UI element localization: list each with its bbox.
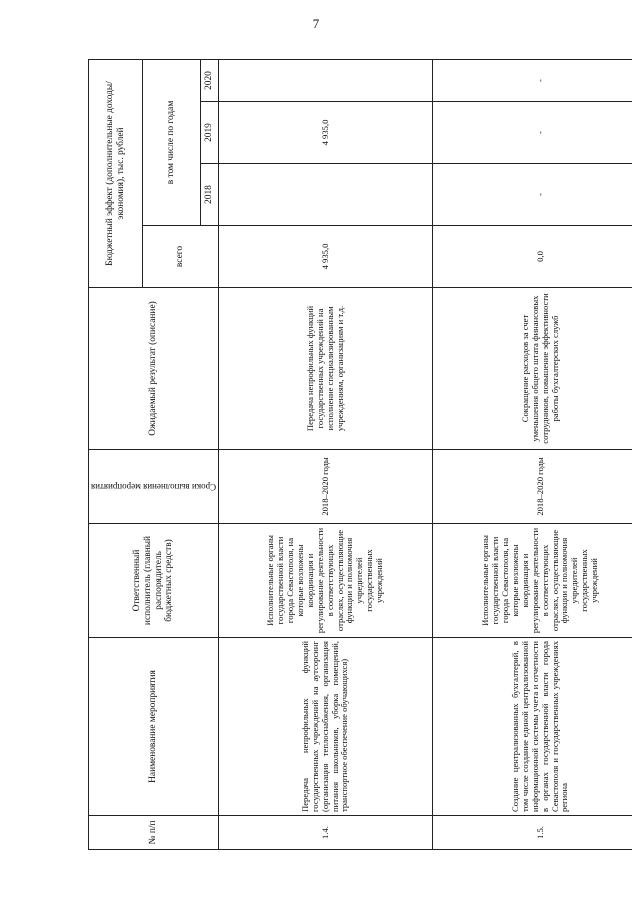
landscape-table-wrapper bbox=[88, 60, 608, 850]
row-2019: - bbox=[433, 102, 632, 164]
table-row bbox=[219, 59, 433, 849]
row-2020 bbox=[219, 59, 433, 101]
row-num: 1.5. bbox=[433, 816, 632, 850]
table-row bbox=[433, 59, 632, 849]
header-deadline bbox=[89, 450, 219, 524]
row-2018 bbox=[219, 164, 433, 226]
row-2019: 4 935,0 bbox=[219, 102, 433, 164]
header-year-2019: 2019 bbox=[201, 102, 219, 164]
row-responsible: Исполнительные органы государственной власти города Севастополя, на которые возложены координация и регулирование деятельности в соответствующих отраслях, осуществляющие функции и полномочия учредителей государственных учреждений bbox=[433, 524, 632, 638]
header-by-year: в том числе по годам bbox=[143, 59, 201, 225]
row-responsible: Исполнительные органы государственной власти города Севастополя, на которые возложены координация и регулирование деятельности в соответствующих отраслях, осуществляющие функции и полномочия учредителей государственных учреждений bbox=[219, 524, 433, 638]
row-result: Сокращение расходов за счет уменьшения общего штата финансовых сотрудников, повышение эффективности работы бухгалтерских служб bbox=[433, 288, 632, 450]
measures-table bbox=[88, 59, 632, 850]
header-responsible: Ответственный исполнитель (главный распорядитель бюджетных средств) bbox=[89, 524, 219, 638]
row-num: 1.4. bbox=[219, 816, 433, 850]
row-2018: - bbox=[433, 164, 632, 226]
header-total: всего bbox=[143, 226, 219, 288]
header-result: Ожидаемый результат (описание) bbox=[89, 288, 219, 450]
row-result: Передача непрофильных функций государственных учреждений на исполнение специализированным учреждениям, организациям и т.д. bbox=[219, 288, 433, 450]
rotated-table-container bbox=[88, 60, 608, 850]
row-name: Создание централизованных бухгалтерий, в том числе создание единой централизованной информационной системы учета и отчетности в органах государственной власти города Севастополя и государственных учреждениях региона bbox=[433, 638, 632, 816]
header-year-2020: 2020 bbox=[201, 59, 219, 101]
row-name: Передача непрофильных функций государственных учреждений на аутсорсинг (организация теплоснабжения, организация питания школьников, уборка помещений, транспортное обеспечение обучающихся) bbox=[219, 638, 433, 816]
header-num: № п/п bbox=[89, 816, 219, 850]
header-deadline-text: Сроки выполнения мероприятия bbox=[91, 481, 217, 492]
header-name: Наименование мероприятия bbox=[89, 638, 219, 816]
row-deadline: 2018–2020 годы bbox=[433, 450, 632, 524]
row-deadline: 2018–2020 годы bbox=[219, 450, 433, 524]
header-year-2018: 2018 bbox=[201, 164, 219, 226]
page-number: 7 bbox=[312, 16, 320, 31]
row-total: 0,0 bbox=[433, 226, 632, 288]
row-total: 4 935,0 bbox=[219, 226, 433, 288]
row-2020: - bbox=[433, 59, 632, 101]
header-budget-effect: Бюджетный эффект (дополнительные доходы/экономия), тыс. рублей bbox=[89, 59, 143, 287]
header-row-1 bbox=[89, 59, 143, 849]
